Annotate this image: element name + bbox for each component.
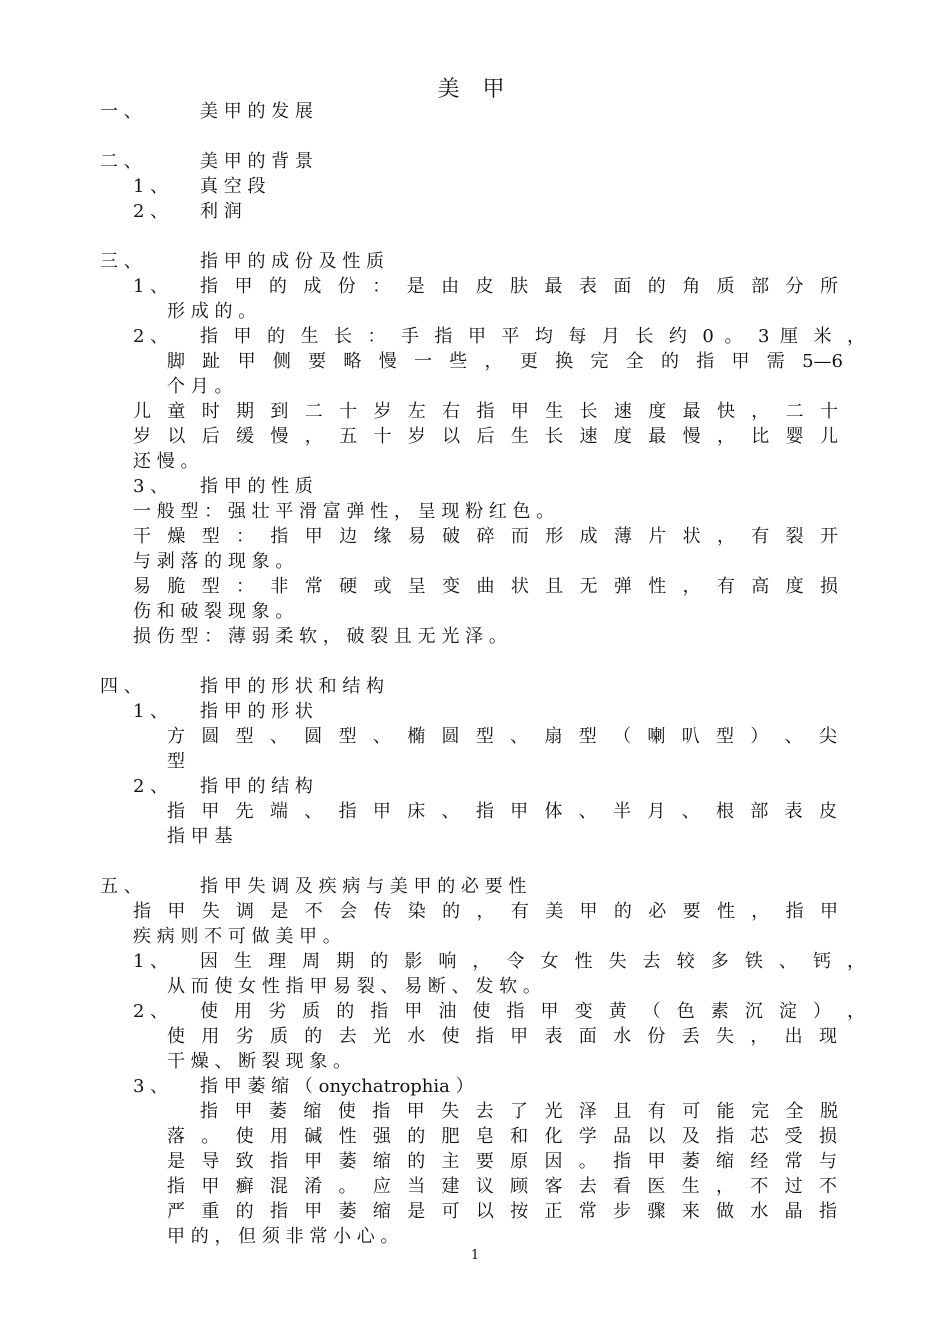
text-line xyxy=(0,675,950,699)
text-line xyxy=(0,700,950,724)
line-text: 使 用 劣 质 的 指 甲 油 使 指 甲 变 黄 （ 色 素 沉 淀 ） ， xyxy=(200,1001,865,1022)
text-line xyxy=(0,775,950,799)
line-text: 与 剥 落 的 现 象 。 xyxy=(133,551,294,572)
text-line xyxy=(0,1225,950,1249)
line-text: 岁 以 后 缓 慢 ， 五 十 岁 以 后 生 长 速 度 最 慢 ， 比 婴 儿 xyxy=(133,426,838,447)
line-text: 指 甲 萎 缩 使 指 甲 失 去 了 光 泽 且 有 可 能 完 全 脱 xyxy=(200,1101,838,1122)
text-line xyxy=(0,100,950,124)
list-marker: 1 、 xyxy=(133,951,169,972)
line-text: 指 甲 失 调 及 疾 病 与 美 甲 的 必 要 性 xyxy=(200,876,527,897)
list-marker: 2 、 xyxy=(133,201,169,222)
line-text: 脚 趾 甲 侧 要 略 慢 一 些 ， 更 换 完 全 的 指 甲 需 5—6 xyxy=(167,351,843,372)
text-line xyxy=(0,1175,950,1199)
text-line xyxy=(0,1000,950,1024)
list-marker: 2 、 xyxy=(133,776,169,797)
line-text: 落 。 使 用 碱 性 强 的 肥 皂 和 化 学 品 以 及 指 芯 受 损 xyxy=(167,1126,837,1147)
text-line xyxy=(0,750,950,774)
list-marker: 四 、 xyxy=(100,676,142,697)
text-line xyxy=(0,175,950,199)
text-line xyxy=(0,950,950,974)
list-marker: 1 、 xyxy=(133,276,169,297)
text-line xyxy=(0,875,950,899)
line-text: 是 导 致 指 甲 萎 缩 的 主 要 原 因 。 指 甲 萎 缩 经 常 与 xyxy=(167,1151,837,1172)
text-line xyxy=(0,300,950,324)
line-text: 指 甲 的 成 份 ： 是 由 皮 肤 最 表 面 的 角 质 部 分 所 xyxy=(200,276,838,297)
line-text: 指 甲 基 xyxy=(167,826,233,847)
text-line xyxy=(0,1075,950,1099)
line-text: 形 成 的 。 xyxy=(167,301,257,322)
list-marker: 三 、 xyxy=(100,251,142,272)
text-line xyxy=(0,725,950,749)
text-line xyxy=(0,1200,950,1224)
line-text: 指 甲 的 结 构 xyxy=(200,776,313,797)
line-text: 指 甲 的 生 长 ： 手 指 甲 平 均 每 月 长 约 0 。 3 厘 米 ， xyxy=(200,326,865,347)
page-title: 美 甲 xyxy=(437,77,513,102)
list-marker: 二 、 xyxy=(100,151,142,172)
list-marker: 3 、 xyxy=(133,1076,169,1097)
text-line xyxy=(0,325,950,349)
text-line xyxy=(0,575,950,599)
text-line xyxy=(0,200,950,224)
line-text: 指 甲 先 端 、 指 甲 床 、 指 甲 体 、 半 月 、 根 部 表 皮 xyxy=(167,801,837,822)
line-text: 易 脆 型 ： 非 常 硬 或 呈 变 曲 状 且 无 弹 性 ， 有 高 度 损 xyxy=(133,576,838,597)
line-text: 甲 的 ， 但 须 非 常 小 心 。 xyxy=(167,1226,399,1247)
line-text: 指 甲 的 性 质 xyxy=(200,476,313,497)
line-text: 个 月 。 xyxy=(167,376,233,397)
text-line xyxy=(0,900,950,924)
line-text: 使 用 劣 质 的 去 光 水 使 指 甲 表 面 水 份 丢 失 ， 出 现 xyxy=(167,1026,837,1047)
text-line xyxy=(0,475,950,499)
line-text: 儿 童 时 期 到 二 十 岁 左 右 指 甲 生 长 速 度 最 快 ， 二 十 xyxy=(133,401,838,422)
text-line xyxy=(0,525,950,549)
list-marker: 1 、 xyxy=(133,701,169,722)
line-text: 真 空 段 xyxy=(200,176,266,197)
line-text: 指 甲 萎 缩 （ onychatrophia ） xyxy=(200,1076,474,1097)
line-text: 伤 和 破 裂 现 象 。 xyxy=(133,601,294,622)
line-text: 利 润 xyxy=(200,201,242,222)
text-line xyxy=(0,1150,950,1174)
line-text: 指 甲 失 调 是 不 会 传 染 的 ， 有 美 甲 的 必 要 性 ， 指 甲 xyxy=(133,901,838,922)
text-line xyxy=(0,825,950,849)
line-text: 一 般 型 ： 强 壮 平 滑 富 弹 性 ， 呈 现 粉 红 色 。 xyxy=(133,501,555,522)
line-text: 因 生 理 周 期 的 影 响 ， 令 女 性 失 去 较 多 铁 、 钙 ， xyxy=(200,951,865,972)
line-text: 严 重 的 指 甲 萎 缩 是 可 以 按 正 常 步 骤 来 做 水 晶 指 xyxy=(167,1201,837,1222)
text-line xyxy=(0,600,950,624)
text-line xyxy=(0,1125,950,1149)
text-line xyxy=(0,450,950,474)
text-line xyxy=(0,250,950,274)
list-marker: 五 、 xyxy=(100,876,142,897)
line-text: 损 伤 型 ： 薄 弱 柔 软 ， 破 裂 且 无 光 泽 。 xyxy=(133,626,507,647)
list-marker: 2 、 xyxy=(133,326,169,347)
text-line xyxy=(0,500,950,524)
text-line xyxy=(0,550,950,574)
text-line xyxy=(0,425,950,449)
text-line xyxy=(0,975,950,999)
list-marker: 3 、 xyxy=(133,476,169,497)
text-line xyxy=(0,1025,950,1049)
line-text: 指 甲 的 成 份 及 性 质 xyxy=(200,251,385,272)
line-text: 干 燥 型 ： 指 甲 边 缘 易 破 碎 而 形 成 薄 片 状 ， 有 裂 开 xyxy=(133,526,838,547)
text-line xyxy=(0,275,950,299)
text-line xyxy=(0,350,950,374)
line-text: 美 甲 的 发 展 xyxy=(200,101,313,122)
page-number: 1 xyxy=(470,1248,480,1263)
line-text: 指 甲 癣 混 淆 。 应 当 建 议 顾 客 去 看 医 生 ， 不 过 不 xyxy=(167,1176,837,1197)
text-line xyxy=(0,925,950,949)
text-line xyxy=(0,375,950,399)
line-text: 还 慢 。 xyxy=(133,451,199,472)
line-text: 干 燥 、 断 裂 现 象 。 xyxy=(167,1051,352,1072)
list-marker: 一 、 xyxy=(100,101,142,122)
line-text: 疾 病 则 不 可 做 美 甲 。 xyxy=(133,926,341,947)
line-text: 指 甲 的 形 状 xyxy=(200,701,313,722)
text-line xyxy=(0,400,950,424)
line-text: 指 甲 的 形 状 和 结 构 xyxy=(200,676,385,697)
text-line xyxy=(0,1050,950,1074)
line-text: 从 而 使 女 性 指 甲 易 裂 、 易 断 、 发 软 。 xyxy=(167,976,541,997)
line-text: 美 甲 的 背 景 xyxy=(200,151,313,172)
text-line xyxy=(0,150,950,174)
line-text: 型 xyxy=(167,751,185,772)
text-line xyxy=(0,625,950,649)
text-line xyxy=(0,800,950,824)
list-marker: 1 、 xyxy=(133,176,169,197)
list-marker: 2 、 xyxy=(133,1001,169,1022)
line-text: 方 圆 型 、 圆 型 、 椭 圆 型 、 扇 型 （ 喇 叭 型 ） 、 尖 xyxy=(167,726,837,747)
text-line xyxy=(0,1100,950,1124)
